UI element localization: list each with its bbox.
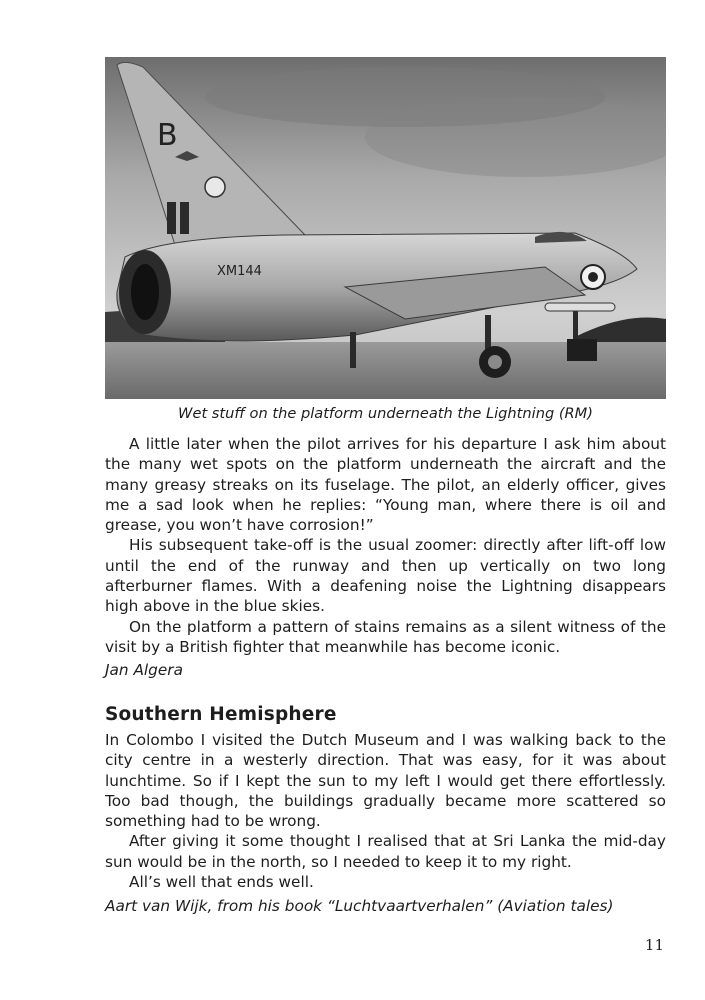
story2-paragraph: In Colombo I visited the Dutch Museum and I was walking back to the city centre in a westerly direction. That was easy, for it was about lunchtime. So if I kept the sun to my left I would get there effortlessly. Too bad though, the buildings gradually became more scattered so something had to be wrong.: [105, 731, 666, 831]
story1-paragraph: On the platform a pattern of stains remains as a silent witness of the visit by a British fighter that meanwhile has become iconic.: [105, 617, 666, 656]
story1-paragraph: His subsequent take-off is the usual zoomer: directly after lift-off low until the end of the runway and then up vertically on two long afterburner flames. With a deafening noise the Lightning disappears high above in the blue skies.: [105, 536, 666, 616]
story1-author: Jan Algera: [105, 661, 183, 679]
tail-letter: B: [157, 118, 178, 153]
story2-paragraph: All’s well that ends well.: [129, 873, 314, 892]
photo-caption: Wet stuff on the platform underneath the Lightning (RM): [178, 405, 593, 422]
story1-paragraph: A little later when the pilot arrives for his departure I ask him about the many wet spots on the platform underneath the aircraft and the many greasy streaks on its fuselage. The pilot, an elderly officer, gives me a sad look when he replies: “Young man, where there is oil and grease, you won’t have corrosion!”: [105, 435, 666, 535]
story2-body: [105, 730, 666, 892]
aircraft-photo: [105, 57, 666, 399]
story2-author: Aart van Wijk, from his book “Luchtvaartverhalen” (Aviation tales): [105, 897, 614, 915]
section-heading: Southern Hemisphere: [105, 704, 337, 725]
serial-number: XM144: [217, 264, 262, 279]
page-number: 11: [644, 936, 664, 954]
story1-body: [105, 434, 666, 657]
story2-paragraph: After giving it some thought I realised that at Sri Lanka the mid-day sun would be in the north, so I needed to keep it to my right.: [105, 832, 666, 871]
